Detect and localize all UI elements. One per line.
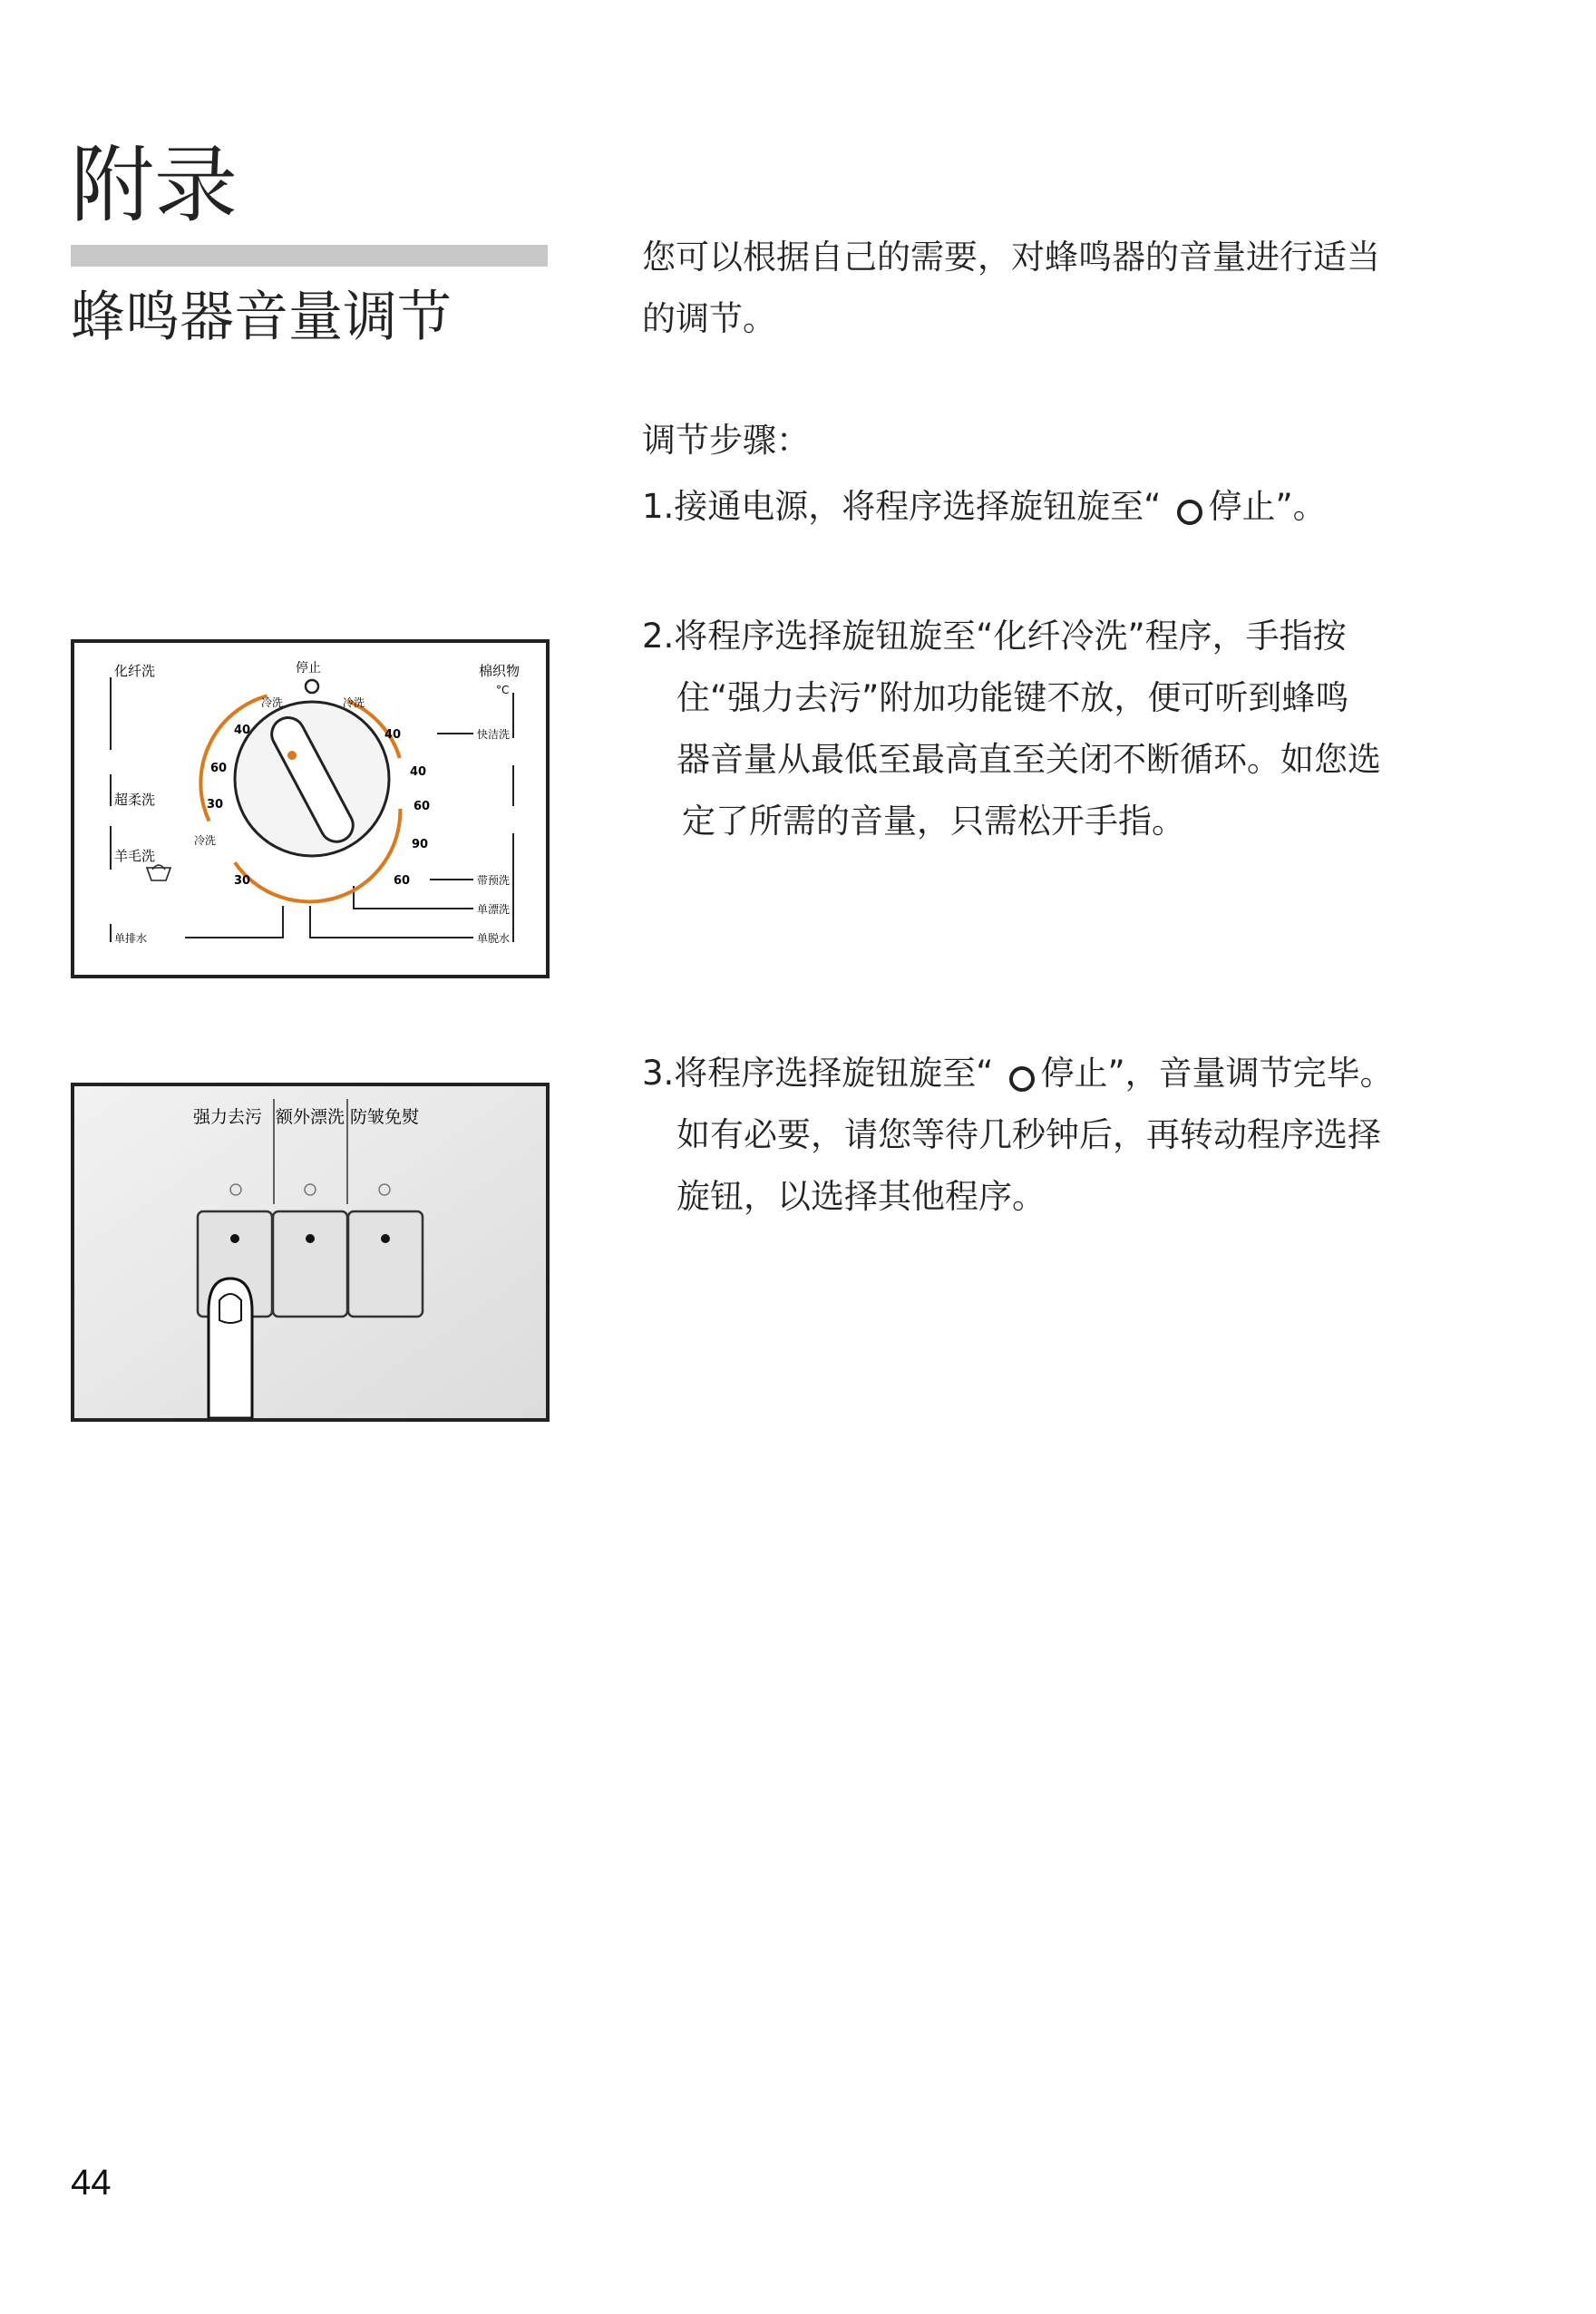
page-number: 44	[71, 2163, 112, 2202]
knob-position-dot	[287, 751, 297, 760]
step-1	[642, 476, 1327, 538]
label-cold-left: 冷洗	[261, 696, 284, 709]
temp-label: 30	[234, 874, 251, 888]
step-2-line: 器音量从最低至最高直至关闭不断循环。如您选	[676, 740, 1381, 779]
finger-icon	[209, 1279, 252, 1418]
temp-label: 30	[207, 798, 224, 812]
indicator-light	[305, 1184, 316, 1195]
temp-label: 60	[414, 800, 431, 813]
indicator-light	[230, 1184, 241, 1195]
function-button-illustration	[71, 1083, 550, 1422]
label-rinse-only: 单漂洗	[477, 903, 511, 916]
button-panel-svg	[74, 1086, 546, 1418]
step-2-line: 住“强力去污”附加功能键不放，便可听到蜂鸣	[676, 678, 1349, 717]
button-label-anti-crease: 防皱免熨	[350, 1107, 420, 1127]
label-wool-wash: 羊毛洗	[114, 848, 156, 864]
wool-basin-icon	[147, 865, 170, 880]
button-label-extra-rinse: 额外漂洗	[276, 1107, 345, 1127]
step-3-text: 3.将程序选择旋钮旋至“	[642, 1054, 994, 1093]
label-celsius: °C	[496, 684, 510, 696]
steps-heading: 调节步骤：	[642, 421, 810, 460]
temp-label: 60	[394, 874, 411, 888]
anti-crease-button	[348, 1211, 423, 1317]
step-3-line: 旋钮，以选择其他程序。	[676, 1177, 1046, 1216]
label-cold-right: 冷洗	[343, 696, 365, 709]
temp-label: 40	[410, 765, 427, 779]
intro-line: 您可以根据自己的需要，对蜂鸣器的音量进行适当	[642, 238, 1380, 277]
temp-label: 60	[210, 762, 228, 775]
program-dial-svg	[74, 643, 546, 975]
step-3-line: 如有必要，请您等待几秒钟后，再转动程序选择	[676, 1115, 1381, 1154]
temp-label: 40	[234, 724, 251, 737]
temp-label: 90	[412, 838, 429, 851]
indicator-light	[379, 1184, 390, 1195]
step-3-text-end: 停止”，音量调节完毕。	[1040, 1054, 1394, 1093]
label-wool-cold: 冷洗	[194, 834, 217, 847]
stop-circle-icon	[1009, 1066, 1035, 1092]
label-synthetic: 化纤洗	[114, 663, 156, 679]
label-cotton: 棉织物	[479, 663, 521, 679]
step-2-line: 2.将程序选择旋钮旋至“化纤冷洗”程序，手指按	[642, 617, 1347, 656]
program-dial-illustration	[71, 639, 550, 978]
label-soft-wash: 超柔洗	[114, 792, 156, 808]
temp-label: 40	[384, 728, 402, 742]
label-spin-only: 单脱水	[477, 932, 511, 945]
intro-paragraph	[642, 227, 1380, 350]
label-stop: 停止	[296, 661, 321, 676]
section-title: 蜂鸣器音量调节	[71, 286, 452, 349]
appendix-title: 附录	[71, 137, 238, 234]
title-divider-bar	[71, 245, 548, 267]
label-quick-wash: 快洁洗	[477, 728, 511, 741]
step-1-text: 1.接通电源，将程序选择旋钮旋至“	[642, 487, 1162, 526]
stop-circle-icon	[1177, 500, 1202, 525]
step-1-text-end: 停止”。	[1208, 487, 1327, 526]
label-prewash: 带预洗	[477, 874, 511, 887]
step-2	[642, 606, 1381, 852]
extra-rinse-button	[273, 1211, 347, 1317]
step-2-line: 定了所需的音量，只需松开手指。	[682, 802, 1185, 841]
button-label-heavy-wash: 强力去污	[193, 1107, 263, 1127]
step-3	[642, 1043, 1394, 1228]
intro-line: 的调节。	[642, 299, 776, 338]
stop-marker-icon	[306, 680, 318, 693]
step-3-line	[642, 1043, 1394, 1104]
label-drain-only: 单排水	[114, 932, 148, 945]
